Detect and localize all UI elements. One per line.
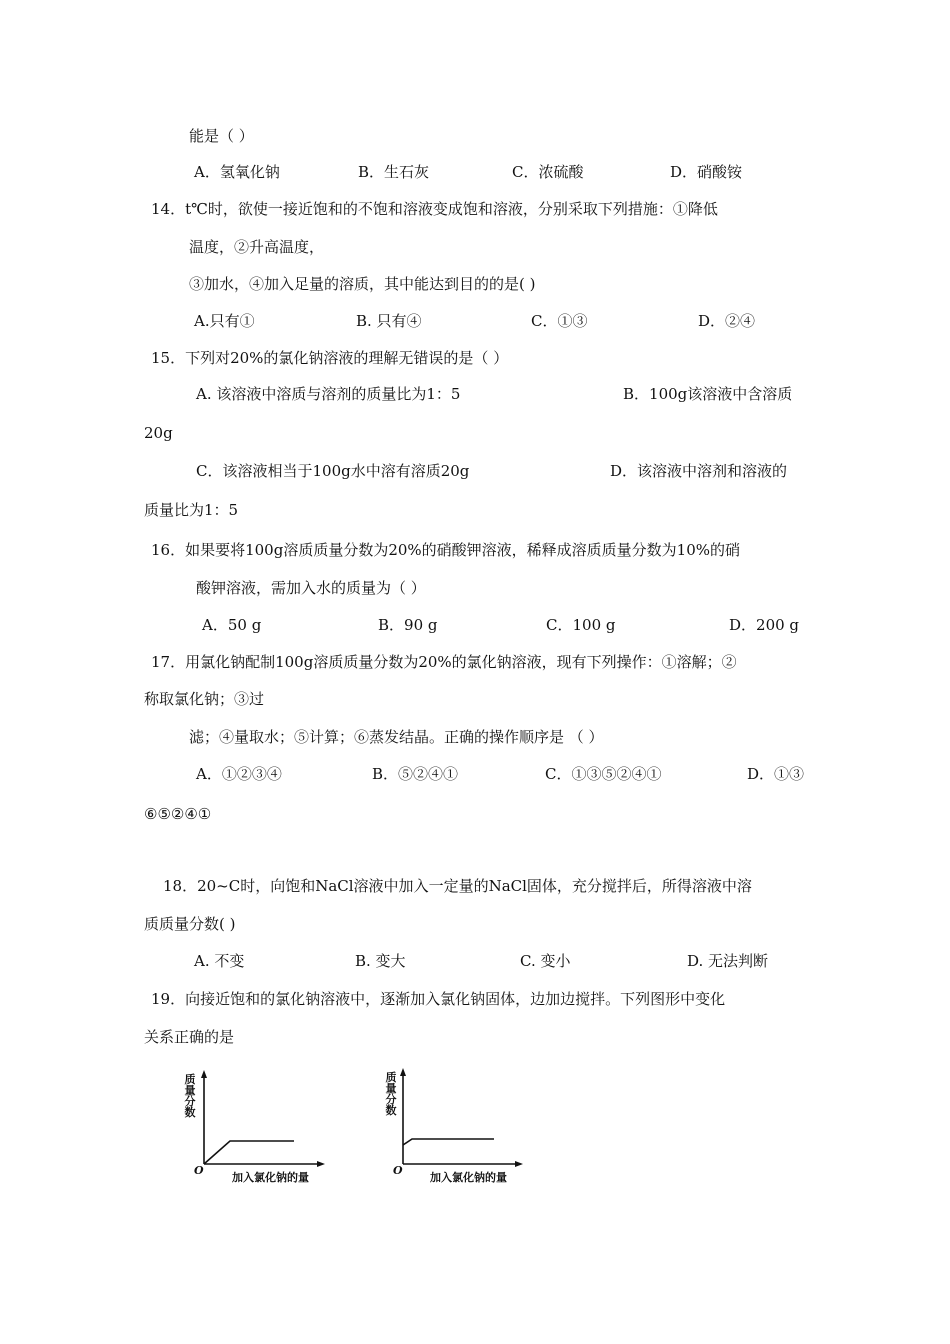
q17-option-d-cont: ⑥⑤②④① (144, 805, 212, 823)
q17-option-b: B．⑤②④① (372, 765, 459, 783)
q16-option-b: B．90 g (378, 616, 438, 634)
q18-option-c: C. 变小 (520, 952, 571, 970)
graph-1-origin: O (194, 1164, 204, 1177)
q13-option-d: D．硝酸铵 (670, 163, 743, 181)
q14-stem-line1: 14．t℃时，欲使一接近饱和的不饱和溶液变成饱和溶液，分别采取下列措施：①降低 (151, 200, 718, 218)
q15-option-b-cont: 20g (144, 424, 173, 442)
q16-option-c: C．100 g (546, 616, 616, 634)
q19-graph-1 (170, 1068, 340, 1184)
y-axis-arrow (400, 1068, 406, 1076)
q19-stem-line2: 关系正确的是 (144, 1028, 235, 1046)
y-axis-arrow (201, 1070, 207, 1078)
q15-option-a: A. 该溶液中溶质与溶剂的质量比为1：5 (196, 385, 461, 403)
q16-stem-line1: 16．如果要将100g溶质质量分数为20%的硝酸钾溶液，稀释成溶质质量分数为10%的硝 (151, 541, 741, 559)
q14-option-a: A.只有① (194, 312, 255, 330)
q14-option-b: B. 只有④ (356, 312, 422, 330)
q18-option-b: B. 变大 (355, 952, 406, 970)
x-axis-arrow (317, 1161, 325, 1167)
graph-1-x-label: 加入氯化钠的量 (232, 1171, 309, 1184)
q18-stem-line1: 18．20~C时，向饱和NaCl溶液中加入一定量的NaCl固体，充分搅拌后，所得溶液中溶 (163, 877, 752, 895)
q13-option-a: A．氢氧化钠 (194, 163, 280, 181)
q15-option-d: D．该溶液中溶剂和溶液的 (610, 462, 788, 480)
q15-stem: 15．下列对20%的氯化钠溶液的理解无错误的是（ ） (151, 349, 509, 367)
q15-option-c: C．该溶液相当于100g水中溶有溶质20g (196, 462, 470, 480)
q19-graph-2 (370, 1066, 540, 1184)
q17-stem-line2: 称取氯化钠；③过 (144, 690, 265, 708)
curve (403, 1139, 494, 1145)
q14-option-c: C．①③ (531, 312, 588, 330)
q16-option-d: D．200 g (729, 616, 800, 634)
curve (204, 1141, 294, 1164)
q17-stem-line1: 17．用氯化钠配制100g溶质质量分数为20%的氯化钠溶液，现有下列操作：①溶解；② (151, 653, 737, 671)
q18-option-a: A. 不变 (194, 952, 245, 970)
graph-2-x-label: 加入氯化钠的量 (430, 1171, 507, 1184)
graph-1-y-label: 质量分数 (184, 1073, 196, 1119)
q14-option-d: D．②④ (698, 312, 756, 330)
graph-2-origin: O (393, 1164, 403, 1177)
q17-option-d: D．①③ (747, 765, 805, 783)
q17-stem-line3: 滤；④量取水；⑤计算；⑥蒸发结晶。正确的操作顺序是 （ ） (189, 728, 604, 746)
q13-option-b: B．生石灰 (358, 163, 430, 181)
q15-option-b: B．100g该溶液中含溶质 (623, 385, 793, 403)
q16-stem-line2: 酸钾溶液，需加入水的质量为（ ） (196, 579, 426, 597)
q14-stem-line2: 温度，②升高温度， (189, 238, 325, 256)
q13-tail: 能是（ ） (189, 127, 254, 145)
q18-option-d: D. 无法判断 (687, 952, 769, 970)
q15-option-d-cont: 质量比为1：5 (144, 501, 239, 519)
graph-2-y-label: 质量分数 (385, 1071, 397, 1117)
q16-option-a: A．50 g (202, 616, 262, 634)
x-axis-arrow (515, 1161, 523, 1167)
q14-stem-line3: ③加水，④加入足量的溶质，其中能达到目的的是( ) (189, 275, 536, 293)
q19-stem-line1: 19．向接近饱和的氯化钠溶液中，逐渐加入氯化钠固体，边加边搅拌。下列图形中变化 (151, 990, 726, 1008)
q17-option-a: A．①②③④ (196, 765, 282, 783)
q13-option-c: C．浓硫酸 (512, 163, 584, 181)
q17-option-c: C．①③⑤②④① (545, 765, 662, 783)
q18-stem-line2: 质质量分数( ) (144, 915, 236, 933)
